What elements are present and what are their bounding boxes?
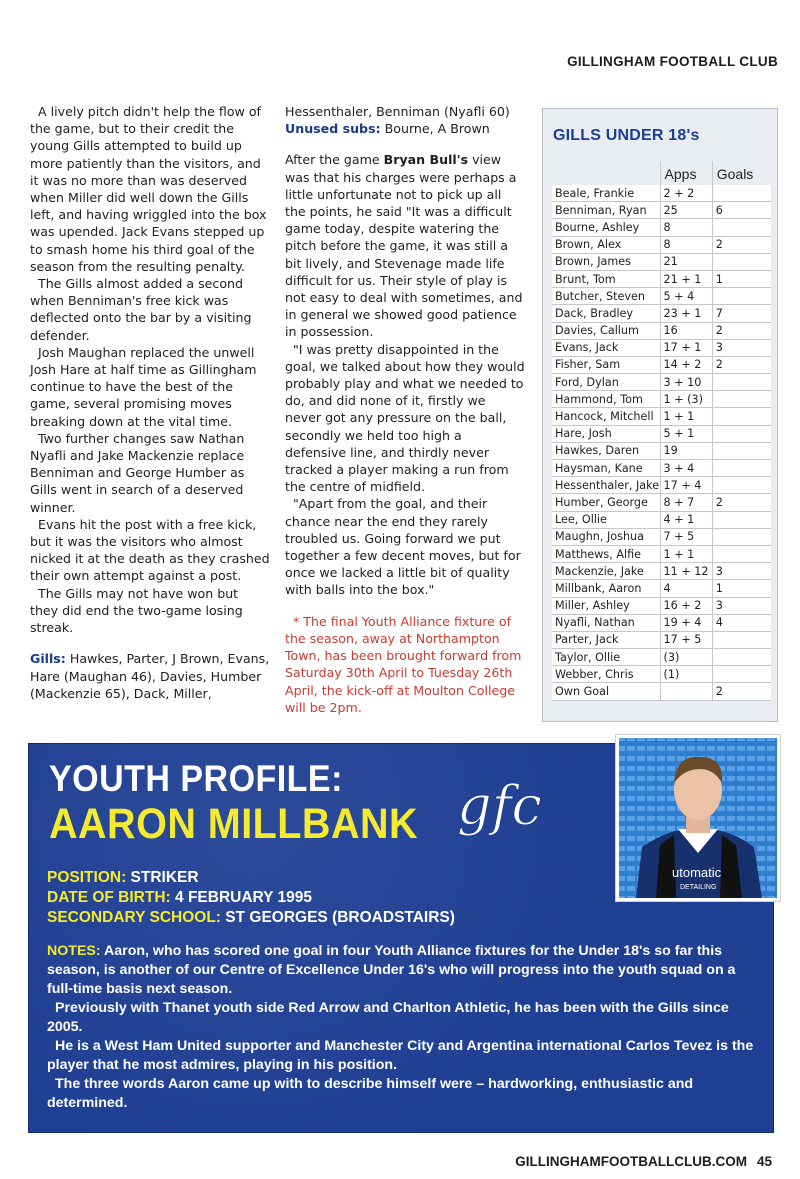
fact-position (47, 868, 607, 888)
article-column-1 (30, 103, 270, 702)
stats-row (552, 253, 771, 270)
profile-facts (47, 868, 607, 928)
player-photo-image (616, 735, 780, 901)
stats-cell-goals: 2 (712, 322, 771, 339)
stats-header-row (552, 161, 771, 185)
stats-cell-goals (712, 408, 771, 425)
stats-cell-apps: 21 (660, 253, 712, 270)
stats-cell-name: Taylor, Ollie (552, 649, 660, 666)
stats-cell-apps: 17 + 5 (660, 631, 712, 648)
stats-row (552, 580, 771, 597)
stats-cell-apps: 14 + 2 (660, 356, 712, 373)
stats-cell-name: Mackenzie, Jake (552, 563, 660, 580)
stats-row (552, 374, 771, 391)
stats-cell-apps: 17 + 1 (660, 339, 712, 356)
fact-school (47, 908, 607, 928)
stats-cell-name: Hawkes, Daren (552, 442, 660, 459)
stats-cell-goals (712, 545, 771, 562)
stats-row (552, 270, 771, 287)
stats-title: GILLS UNDER 18's (553, 127, 700, 144)
stats-cell-goals (712, 666, 771, 683)
stats-cell-name: Brown, Alex (552, 236, 660, 253)
stats-cell-name: Dack, Bradley (552, 305, 660, 322)
stats-cell-name: Humber, George (552, 494, 660, 511)
stats-row (552, 460, 771, 477)
notes-paragraph: The three words Aaron came up with to describe himself were – hardworking, enthusiastic and determined. (47, 1076, 694, 1111)
unused-subs-text: Bourne, A Brown (384, 121, 490, 137)
fact-value: ST GEORGES (BROADSTAIRS) (225, 909, 455, 926)
stats-cell-apps: 3 + 4 (660, 460, 712, 477)
profile-heading: YOUTH PROFILE: (49, 758, 343, 799)
notes-text: Aaron, who has scored one goal in four Youth Alliance fixtures for the Under 18's so far this season, is another of our Centre of Excellence Under 16's who will progress into the youth squad on a full-time basis next season. (47, 943, 736, 997)
stats-row (552, 614, 771, 631)
stats-cell-apps: 2 + 2 (660, 185, 712, 202)
stats-row (552, 425, 771, 442)
stats-row (552, 597, 771, 614)
profile-notes (47, 942, 763, 1113)
stats-cell-goals: 2 (712, 356, 771, 373)
stats-row (552, 391, 771, 408)
stats-cell-apps: (1) (660, 666, 712, 683)
article-paragraph: Two further changes saw Nathan Nyafli and Jake Mackenzie replace Benniman and George Humber as Gills went in search of a deserved winner. (30, 430, 245, 515)
stats-cell-apps: 1 + (3) (660, 391, 712, 408)
stats-cell-name: Brown, James (552, 253, 660, 270)
fact-value: 4 FEBRUARY 1995 (175, 889, 312, 906)
stats-cell-goals: 3 (712, 339, 771, 356)
stats-cell-goals (712, 219, 771, 236)
lineup-continued: Hessenthaler, Benniman (Nyafli 60) (285, 104, 510, 119)
stats-cell-goals (712, 425, 771, 442)
stats-cell-name: Miller, Ashley (552, 597, 660, 614)
stats-cell-apps: 5 + 4 (660, 288, 712, 305)
player-photo (615, 734, 781, 902)
article-paragraph: "I was pretty disappointed in the goal, we talked about how they would probably play and what we needed to do, and did none of it, firstly we never got any pressure on the ball, secondly we held too high a defensive line, and thirdly never tracked a player making a run from the centre of midfield. (285, 341, 525, 495)
stats-cell-goals: 3 (712, 597, 771, 614)
stats-cell-goals (712, 631, 771, 648)
stats-row (552, 442, 771, 459)
stats-cell-apps: 11 + 12 (660, 563, 712, 580)
stats-cell-goals (712, 391, 771, 408)
stats-row (552, 356, 771, 373)
article-paragraph: The Gills almost added a second when Benniman's free kick was deflected onto the bar by a visiting defender. (30, 276, 252, 343)
stats-cell-apps: 3 + 10 (660, 374, 712, 391)
lineup (30, 650, 270, 702)
stats-cell-goals (712, 288, 771, 305)
lineup-text: Hawkes, Parter, J Brown, Evans, Hare (Maughan 46), Davies, Humber (Mackenzie 65), Dack, Miller, (30, 651, 270, 701)
stats-cell-goals: 4 (712, 614, 771, 631)
stats-row (552, 666, 771, 683)
stats-cell-name: Fisher, Sam (552, 356, 660, 373)
stats-row (552, 528, 771, 545)
stats-cell-name: Hammond, Tom (552, 391, 660, 408)
stats-cell-goals: 2 (712, 236, 771, 253)
stats-cell-apps: 8 (660, 236, 712, 253)
stats-row (552, 649, 771, 666)
article-paragraph (285, 151, 525, 340)
stats-row (552, 408, 771, 425)
stats-table (552, 161, 771, 701)
sponsor-text: utomatic (672, 865, 722, 880)
stats-cell-goals (712, 511, 771, 528)
stats-cell-apps (660, 683, 712, 700)
stats-cell-apps: 17 + 4 (660, 477, 712, 494)
stats-row (552, 185, 771, 202)
notes-paragraph: Previously with Thanet youth side Red Arrow and Charlton Athletic, he has been with the Gills since 2005. (47, 1000, 729, 1035)
stats-cell-name: Hancock, Mitchell (552, 408, 660, 425)
stats-panel (542, 108, 778, 722)
stats-cell-name: Millbank, Aaron (552, 580, 660, 597)
stats-row (552, 683, 771, 700)
stats-cell-name: Butcher, Steven (552, 288, 660, 305)
stats-cell-name: Maughn, Joshua (552, 528, 660, 545)
stats-cell-goals (712, 460, 771, 477)
article-paragraph: The Gills may not have won but they did end the two-game losing streak. (30, 585, 243, 636)
fact-value: STRIKER (130, 869, 199, 886)
stats-row (552, 322, 771, 339)
article-column-2 (285, 103, 525, 716)
stats-row (552, 563, 771, 580)
stats-cell-name: Nyafli, Nathan (552, 614, 660, 631)
stats-cell-apps: (3) (660, 649, 712, 666)
page-number: 45 (756, 1154, 772, 1169)
stats-header-apps: Apps (660, 161, 712, 185)
fact-label: DATE OF BIRTH: (47, 889, 171, 906)
stats-header-goals: Goals (716, 166, 754, 182)
stats-row (552, 477, 771, 494)
stats-cell-goals (712, 374, 771, 391)
stats-cell-name: Davies, Callum (552, 322, 660, 339)
article-paragraph: Josh Maughan replaced the unwell Josh Hare at half time as Gillingham continue to have the best of the game, several promising moves breaking down at the vital time. (30, 344, 257, 429)
stats-cell-goals: 2 (712, 494, 771, 511)
stats-cell-apps: 5 + 1 (660, 425, 712, 442)
stats-row (552, 494, 771, 511)
notes-paragraph (47, 942, 763, 999)
stats-cell-goals: 6 (712, 202, 771, 219)
stats-row (552, 511, 771, 528)
manager-name: Bryan Bull's (383, 152, 469, 168)
stats-cell-apps: 8 + 7 (660, 494, 712, 511)
stats-row (552, 219, 771, 236)
fixture-note: * The final Youth Alliance fixture of the season, away at Northampton Town, has been brought forward from Saturday 30th April to Tuesday 26th April, the kick-off at Moulton College will be 2pm. (285, 613, 522, 715)
stats-row (552, 202, 771, 219)
stats-cell-goals: 7 (712, 305, 771, 322)
profile-player-name: AARON MILLBANK (49, 800, 419, 848)
article-paragraph: A lively pitch didn't help the flow of the game, but to their credit the young Gills attempted to build up more patiently than the visitors, and it was no more than was deserved when Miller did well down the Gills left, and having wriggled into the box was upended. Jack Evans stepped up to smash home his third goal of the season from the resulting penalty. (30, 104, 267, 274)
stats-cell-goals (712, 477, 771, 494)
stats-cell-name: Hare, Josh (552, 425, 660, 442)
stats-cell-name: Bourne, Ashley (552, 219, 660, 236)
stats-cell-goals: 1 (712, 580, 771, 597)
stats-cell-goals (712, 253, 771, 270)
page-footer (515, 1154, 772, 1169)
stats-cell-apps: 8 (660, 219, 712, 236)
notes-paragraph: He is a West Ham United supporter and Manchester City and Argentina international Carlos Tevez is the player that he most admires, playing in his position. (47, 1038, 754, 1073)
stats-cell-name: Own Goal (552, 683, 660, 700)
footer-website: GILLINGHAMFOOTBALLCLUB.COM (515, 1154, 747, 1169)
stats-cell-name: Evans, Jack (552, 339, 660, 356)
stats-row (552, 288, 771, 305)
stats-row (552, 545, 771, 562)
stats-cell-goals: 3 (712, 563, 771, 580)
stats-cell-apps: 19 (660, 442, 712, 459)
club-logo-icon (449, 766, 569, 846)
unused-subs-label: Unused subs: (285, 121, 381, 137)
stats-cell-name: Ford, Dylan (552, 374, 660, 391)
stats-row (552, 339, 771, 356)
stats-cell-apps: 25 (660, 202, 712, 219)
stats-body (552, 185, 771, 700)
stats-header-name (552, 161, 660, 185)
fact-label: POSITION: (47, 869, 127, 886)
stats-cell-name: Hessenthaler, Jake (552, 477, 660, 494)
stats-cell-name: Beale, Frankie (552, 185, 660, 202)
stats-cell-goals (712, 528, 771, 545)
lineup-label: Gills: (30, 651, 66, 667)
stats-cell-name: Parter, Jack (552, 631, 660, 648)
stats-cell-apps: 16 + 2 (660, 597, 712, 614)
text-run: view was that his charges were perhaps a little unfortunate not to pick up all the points, he said "It was a difficult game today, despite watering the pitch before the game, it was still a bit lively, and Stevenage made life difficult for us. Their style of play is not easy to deal with sometimes, and in general we showed good patience in possession. (285, 152, 523, 340)
stats-cell-apps: 7 + 5 (660, 528, 712, 545)
unused-subs (285, 120, 525, 137)
stats-cell-name: Matthews, Alfie (552, 545, 660, 562)
stats-cell-name: Benniman, Ryan (552, 202, 660, 219)
article-paragraph: "Apart from the goal, and their chance near the end they rarely troubled us. Going forward we put together a few decent moves, but for once we lacked a little bit of quality with balls into the box." (285, 496, 521, 598)
youth-profile-panel (28, 743, 774, 1133)
stats-row (552, 305, 771, 322)
notes-label: NOTES: (47, 943, 101, 959)
stats-cell-apps: 16 (660, 322, 712, 339)
stats-cell-name: Haysman, Kane (552, 460, 660, 477)
text-run: After the game (285, 152, 384, 168)
stats-cell-goals: 1 (712, 270, 771, 287)
fact-dob (47, 888, 607, 908)
stats-cell-apps: 1 + 1 (660, 408, 712, 425)
stats-cell-goals: 2 (712, 683, 771, 700)
article-paragraph: Evans hit the post with a free kick, but it was the visitors who almost nicked it at the death as they crashed their own attempt against a post. (30, 516, 270, 584)
stats-cell-apps: 23 + 1 (660, 305, 712, 322)
stats-cell-goals (712, 185, 771, 202)
stats-row (552, 631, 771, 648)
club-logo-text: gfc (457, 774, 542, 837)
stats-cell-apps: 19 + 4 (660, 614, 712, 631)
stats-cell-name: Webber, Chris (552, 666, 660, 683)
stats-cell-apps: 4 (660, 580, 712, 597)
stats-cell-goals (712, 442, 771, 459)
stats-cell-name: Brunt, Tom (552, 270, 660, 287)
fact-label: SECONDARY SCHOOL: (47, 909, 221, 926)
stats-cell-apps: 21 + 1 (660, 270, 712, 287)
sponsor-text-small: DETAILING (680, 884, 717, 891)
page-header-title: GILLINGHAM FOOTBALL CLUB (567, 54, 778, 69)
stats-cell-name: Lee, Ollie (552, 511, 660, 528)
stats-row (552, 236, 771, 253)
stats-cell-apps: 4 + 1 (660, 511, 712, 528)
stats-cell-goals (712, 649, 771, 666)
stats-cell-apps: 1 + 1 (660, 545, 712, 562)
